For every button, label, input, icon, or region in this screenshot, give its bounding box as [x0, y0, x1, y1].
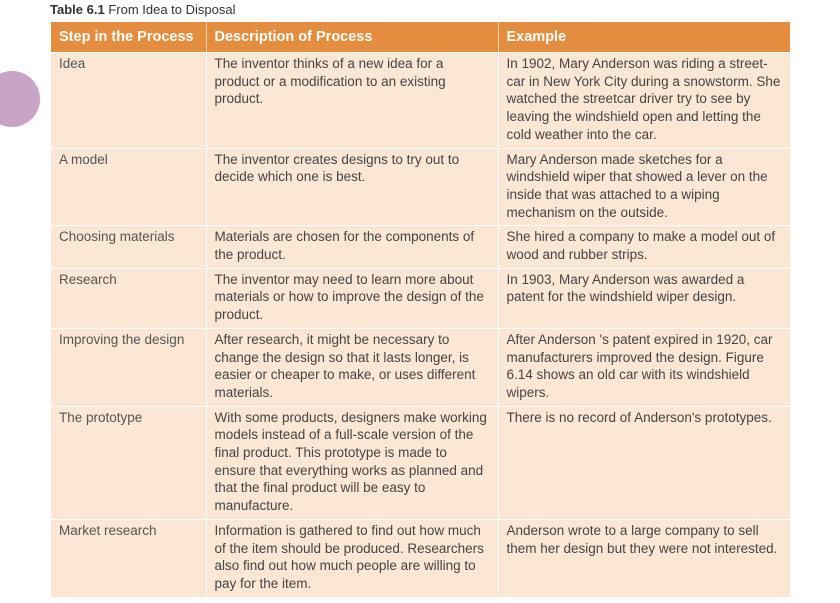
decorative-circle: [0, 71, 40, 127]
example-cell: Anderson wrote to a large company to sell them her design but they were not interested.: [498, 519, 790, 596]
table-row: [51, 406, 790, 519]
column-header-step: Step in the Process: [51, 22, 206, 53]
step-cell: Choosing materials: [51, 226, 206, 268]
description-cell: The inventor may need to learn more about materials or how to improve the design of the product.: [206, 268, 498, 328]
step-cell: Research: [51, 268, 206, 328]
step-cell: Idea: [51, 53, 206, 149]
example-cell: Mary Anderson made sketches for a windshield wiper that showed a lever on the inside that was attached to a wiping mechanism on the outside.: [498, 148, 790, 226]
table-title: From Idea to Disposal: [108, 2, 236, 17]
table-row: [51, 148, 790, 226]
step-cell: Market research: [51, 519, 206, 596]
description-cell: With some products, designers make working models instead of a full-scale version of the final product. This prototype is made to ensure that everything works as planned and that the final product will be easy to manufacture.: [206, 406, 498, 519]
step-cell: A model: [51, 148, 206, 226]
description-cell: Materials are chosen for the components of the product.: [206, 226, 498, 268]
table-row: [51, 226, 790, 268]
table-row: [51, 268, 790, 328]
table-row: [51, 328, 790, 406]
description-cell: Information is gathered to find out how much of the item should be produced. Researchers also find out how much people are willing to pay for the item.: [206, 519, 498, 596]
description-cell: The inventor creates designs to try out to decide which one is best.: [206, 148, 498, 226]
example-cell: In 1903, Mary Anderson was awarded a patent for the windshield wiper design.: [498, 268, 790, 328]
table-number: Table 6.1: [50, 2, 105, 17]
table-row: [51, 53, 790, 149]
description-cell: After research, it might be necessary to change the design so that it lasts longer, is easier or cheaper to make, or uses different materials.: [206, 328, 498, 406]
example-cell: In 1902, Mary Anderson was riding a street-car in New York City during a snowstorm. She watched the streetcar driver try to see by leaving the windshield open and letting the cold weather into the car.: [498, 53, 790, 149]
example-cell: There is no record of Anderson's prototypes.: [498, 406, 790, 519]
table-header-row: [51, 22, 790, 53]
step-cell: The prototype: [51, 406, 206, 519]
table-row: [51, 519, 790, 596]
table-caption: [50, 2, 235, 18]
example-cell: She hired a company to make a model out of wood and rubber strips.: [498, 226, 790, 268]
column-header-description: Description of Process: [206, 22, 498, 53]
description-cell: The inventor thinks of a new idea for a product or a modification to an existing product.: [206, 53, 498, 149]
step-cell: Improving the design: [51, 328, 206, 406]
example-cell: After Anderson 's patent expired in 1920, car manufacturers improved the design. Figure 6.14 shows an old car with its windshield wipers.: [498, 328, 790, 406]
process-table: [51, 22, 790, 597]
column-header-example: Example: [498, 22, 790, 53]
